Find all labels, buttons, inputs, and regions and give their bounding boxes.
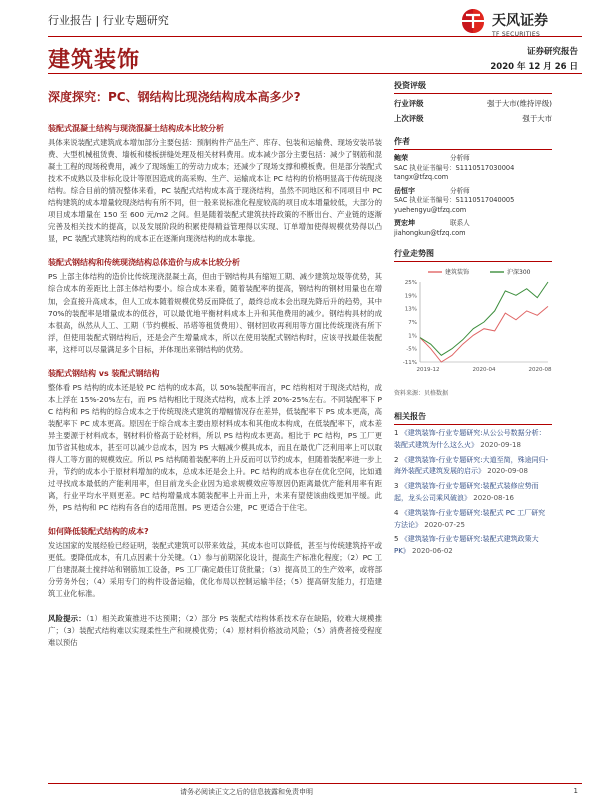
rating-row [394,98,552,109]
related-title[interactable]: 《建筑装饰-行业专题研究:大道至简，殊途同归-海外装配式建筑发展的启示》 [394,455,549,476]
rating-value: 强于大市(维持评级) [487,99,552,108]
author-email[interactable]: jiahongkun@tfzq.com [394,228,466,237]
related-num: 3 [394,482,399,491]
x-tick-label: 2020-04 [472,367,496,373]
section-heading: 装配式钢结构 vs 装配式钢结构 [48,368,160,378]
related-title[interactable]: 《建筑装饰-行业专题研究:从公公号数据分析：装配式建筑为什么这么火》 [394,429,546,449]
section-heading: 装配式钢结构和传统现浇结构总体造价与成本比较分析 [48,258,240,268]
risk-heading: 风险提示： [48,613,86,623]
author-email[interactable]: tangx@tfzq.com [394,173,449,181]
breadcrumb: 行业报告 | 行业专题研究 [48,14,169,27]
legend-label: 沪深300 [507,269,531,276]
author-role: 分析师 [450,154,470,162]
author-entry [394,154,552,183]
risk-text: （1）相关政策推进不达预期；（2）部分 PS 装配式结构体系技术存在缺陷，较难大规模推广；（3）装配式结构难以实现柔性生产和规模优势；（4）原材料价格波动风险；（5）消费者接受程度难以预估 [48,613,382,647]
section-heading: 装配式混凝土结构与现浇混凝土结构成本比较分析 [48,124,224,133]
related-num: 2 [394,455,399,464]
authors-heading: 作者 [394,136,552,150]
y-tick-label: 13% [404,306,417,313]
doc-type: 证券研究报告 [526,47,578,57]
rating-label: 上次评级 [394,114,424,123]
logo-mark-icon [458,6,488,36]
sidebar [394,80,552,558]
related-date: 2020-09-18 [480,440,521,449]
author-entry [394,219,552,238]
author-role: 联系人 [450,219,470,227]
related-num: 4 [394,508,399,517]
section-text: 具体来说装配式建筑成本增加部分主要包括：预制构件产品生产、库存、包装和运输费、现场安装吊装费、大型机械租赁费、墙板和楼板拼缝处理及相关材料费用。成本减少部分主要包括：减少了钢筋和混凝土工程的现场税费用，减少了现场施工的劳动力成本；还减少了现场支撑和模板费。但是部分装配式技术不成熟以及非标化设计等原因造成的高采购、生产、运输成本让 PC 结构的价格明显高于传统现浇结构。综合目前的情况整体来看，PC 装配式结构成本高于现浇结构，虽然不同地区和不同项目中 PC 结构建筑的成本增量较现浇结构有所不同，但一般来说标准化程度较高的项目成本增量较低，大部分的项目成本增量在 150 至 600 元/m2 之间。但是随着装配式建筑扶持政策的不断出台、产业链的逐渐完善及相关技术的提高，以及发展阶段的积累使得精益管理得以实现、订单增加使得规模优势得以凸显，PC 装配式建筑结构的成本正在逐渐向现浇结构的成本靠拢。 [48,138,382,244]
report-title: 深度探究：PC、钢结构比现浇结构成本高多少? [48,90,301,104]
related-report-item[interactable] [394,481,552,505]
series-line-1 [420,282,548,355]
section-text: PS 上部主体结构的造价比传统现浇混凝土高，但由于钢结构具有缩短工期、减少建筑垃圾等优势，其综合成本的差距比上部主体结构要小。综合成本来看，随着装配率的提高，钢结构的钢材用量也在增加，会直接升高成本，但人工成本随着规模优势反而降低了，最终总成本会出现先降后升的趋势，其中 70%的装配率是增量成本的低谷，可以最优地平衡材料成本上升和其他费用的减少。钢结构具材的成本很高，纵然从人工、工期（节约模板、吊塔等租赁费用）、钢材回收再利用等方面比传统现浇有所下浮，但使用装配式钢结构后，还是会产生增量成本，所以在使用装配式钢结构时，应该寻找最佳装配率，这样可以尽量满足多个目标，并体现出来钢结构的优势。 [48,272,382,354]
header-rule [48,36,582,37]
related-list [394,428,552,558]
logo-subtext: TF SECURITIES [492,31,541,38]
related-date: 2020-09-08 [487,467,528,476]
related-date: 2020-06-02 [412,547,453,556]
doc-date: 2020 年 12 月 26 日 [490,62,578,72]
x-tick-label: 2019-12 [416,367,440,373]
header-rule-2 [48,73,582,74]
main-content [48,123,382,649]
y-tick-label: 19% [404,293,417,300]
author-role: 分析师 [450,186,470,195]
section-heading: 如何降低装配式结构的成本? [48,527,149,537]
risk-paragraph [48,613,382,649]
y-tick-label: -11% [402,360,417,366]
related-report-item[interactable] [394,534,552,558]
trend-chart [394,266,558,386]
related-report-item[interactable] [394,508,552,532]
rating-heading: 投资评级 [394,80,552,94]
legend-label: 建筑装饰 [445,269,470,276]
y-tick-label: -5% [406,346,417,353]
footer-rule [48,783,582,784]
page-number: 1 [573,787,578,795]
logo-text: 天风证券 [492,13,548,29]
author-name: 贾宏坤 [394,219,415,227]
rating-value: 强于大市 [522,114,552,123]
author-cert: SAC 执业证书编号：S1110517030004 [394,163,515,172]
related-num: 1 [394,429,399,437]
related-title[interactable]: 《建筑装饰-行业专题研究:装配式装修应势而起，龙头公司乘风破浪》 [394,482,539,502]
related-num: 5 [394,535,399,544]
y-tick-label: 7% [408,320,417,326]
y-tick-label: 25% [404,280,417,286]
y-tick-label: 1% [408,333,417,340]
rating-label: 行业评级 [394,99,424,108]
author-entry [394,187,552,216]
author-cert: SAC 执业证书编号：S1110517040005 [394,196,515,204]
author-email[interactable]: yuehengyu@tfzq.com [394,205,467,214]
footer-disclaimer: 请务必阅读正文之后的信息披露和免责申明 [180,788,313,796]
related-title[interactable]: 《建筑装饰-行业专题研究:装配式 PC 工厂研究方法论》 [394,508,546,529]
related-report-item[interactable] [394,455,552,479]
related-heading: 相关报告 [394,411,552,425]
trend-chart-svg [394,266,558,378]
author-name: 鲍荣 [394,154,408,162]
industry-title: 建筑装饰 [48,48,141,73]
related-title[interactable]: 《建筑装饰-行业专题研究:装配式建筑政策大 PK》 [394,535,539,556]
author-name: 岳恒宇 [394,186,415,195]
section-text: 发达国家的发展经验已经证明，装配式建筑可以带来效益，其成本也可以降低，甚至与传统建筑持平或更低。要降低成本，有几点因素十分关键。（1）参与前期深化设计，提高生产标准化程度；（2）PC 工厂自建混凝土搅拌站和钢筋加工设备，PS 工厂确定最佳订货批量；（3）提高员工的生产效率，或将部分劳务外包；（4）采用专门的构件设备运输，优化布局以控制运输半径；（5）提高研发能力，打造建筑工业化标准。 [48,541,382,599]
related-date: 2020-08-16 [473,493,514,502]
related-date: 2020-07-25 [424,520,465,529]
trend-heading: 行业走势图 [394,248,552,262]
chart-source: 资料来源：贝格数据 [394,390,449,397]
x-tick-label: 2020-08 [528,367,552,373]
related-report-item[interactable] [394,428,552,452]
tf-securities-logo [458,4,578,44]
rating-row [394,113,552,124]
section-text: 整体看 PS 结构的成本还是较 PC 结构的成本高，以 50%装配率而言，PC 结构相对于现浇式结构，成本上浮在 15%-20%左右，而 PS 结构相比于现浇式结构，成本上浮 20%-25%左右。不同装配率下 PC 结构和 PS 结构的综合成本之于传统现浇式建筑的增幅情况存在差异，低装配率下 PS 成本更高，高装配率下 PC 成本更高。原因在于综合成本主要由原材料成本和其他成本构成，在低装配率下，成本差异主要源于材料成本，钢材料价格高于砼材料，所以 PS 结构成本更高。相比于 PC 结构，PS 工厂更加节省其他成本，甚至可以减少总成本，因为 PS 大幅减少模具成本，而且在最优广泛利用率上可以取得人工等方面的规模效应。所以 PS 结构随着装配率的上升反而可以节约成本，但随着装配率进一步上升，节约的成本小于原材料增加的成本，总成本还是会上升。PC 结构的成本也存在优化空间，比如通过寻找成本最低的产能利用率，但目前龙头企业因为追求规模效应等原因仍距离最优产能利用率有距离，行业平均水平则更差。PC 结构增量成本随装配率上升而上升，未来有望使该曲线更加平缓。此外，PS 结构和 PC 结构有各自的适用范围。PS 更适合公建，PC 更适合于住宅。 [48,382,382,513]
